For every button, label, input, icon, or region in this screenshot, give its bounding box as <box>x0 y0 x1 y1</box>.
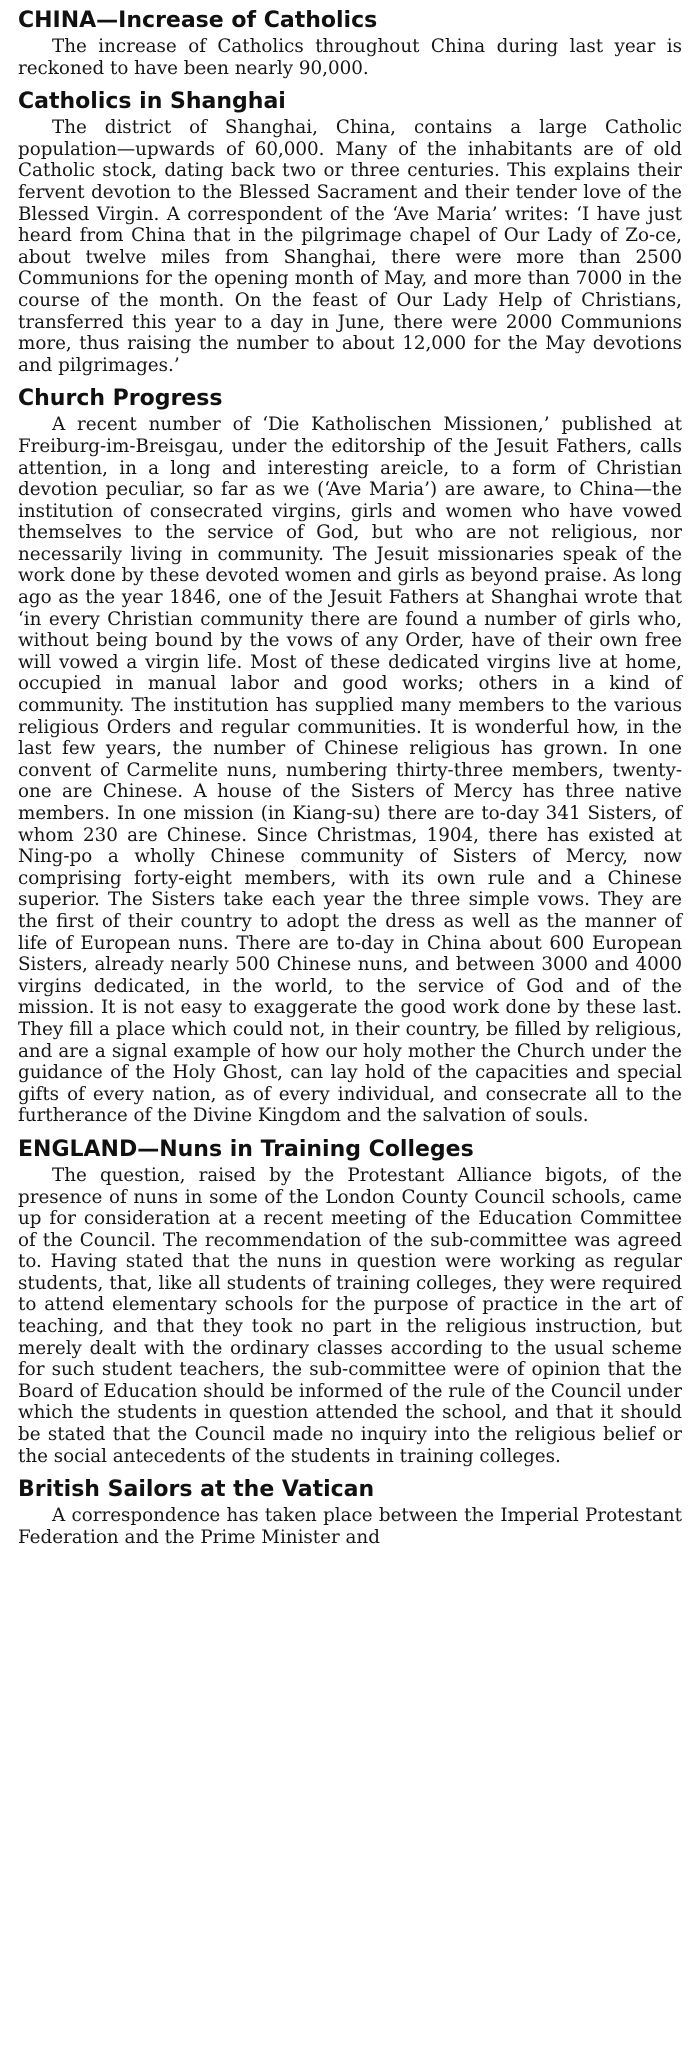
article-headline: Church Progress <box>18 386 223 412</box>
article-body: The increase of Catholics throughout China during last year is reckoned to have been nearly 90,000. <box>18 36 682 79</box>
article-headline: CHINA—Increase of Catholics <box>18 8 378 33</box>
article-headline: ENGLAND—Nuns in Training Colleges <box>18 1136 474 1162</box>
article-china-increase <box>18 6 682 79</box>
article-headline: Catholics in Shanghai <box>18 89 286 115</box>
article-body: A correspondence has taken place between the Imperial Protestant Federation and the Prime Minister and <box>18 1505 682 1548</box>
article-church-progress <box>18 384 682 1127</box>
article-catholics-shanghai <box>18 87 682 376</box>
article-body: The question, raised by the Protestant Alliance bigots, of the presence of nuns in some of the London County Council schools, came up for consideration at a recent meeting of the Education Committee of the Council. The recommendation of the sub-committee was agreed to. Having stated that the nuns in question were working as regular students, that, like all students of training colleges, they were required to attend elementary schools for the purpose of practice in the art of teaching, and that they took no part in the religious instruction, but merely dealt with the ordinary classes according to the usual scheme for such student teachers, the sub-committee were of opinion that the Board of Education should be informed of the rule of the Council under which the students in question attended the school, and that it should be stated that the Council made no inquiry into the religious belief or the social antecedents of the students in training colleges. <box>18 1164 682 1467</box>
article-headline: British Sailors at the Vatican <box>18 1477 375 1503</box>
article-body: The district of Shanghai, China, contains a large Catholic population—upwards of 60,000. Many of the inhabitants are of old Catholic stock, dating back two or three centuries. This explains their fervent devotion to the Blessed Sacrament and their tender love of the Blessed Virgin. A correspondent of the ‘Ave Maria’ writes: ‘I have just heard from China that in the pilgrimage chapel of Our Lady of Zo-ce, about twelve miles from Shanghai, there were more than 2500 Communions for the opening month of May, and more than 7000 in the course of the month. On the feast of Our Lady Help of Christians, transferred this year to a day in June, there were 2000 Communions more, thus raising the number to about 12,000 for the May devotions and pilgrimages.’ <box>18 117 682 376</box>
article-body: A recent number of ‘Die Katholischen Missionen,’ published at Freiburg-im-Breisgau, under the editorship of the Jesuit Fathers, calls attention, in a long and interesting areicle, to a form of Christian devotion peculiar, so far as we (‘Ave Maria’) are aware, to China—the institution of consecrated virgins, girls and women who have vowed themselves to the service of God, but who are not religious, nor necessarily living in community. The Jesuit missionaries speak of the work done by these devoted women and girls as beyond praise. As long ago as the year 1846, one of the Jesuit Fathers at Shanghai wrote that ‘in every Christian community there are found a number of girls who, without being bound by the vows of any Order, have of their own free will vowed a virgin life. Most of these dedicated virgins live at home, occupied in manual labor and good works; others in a kind of community. The institution has supplied many members to the various religious Orders and regular communities. It is wonderful how, in the last few years, the number of Chinese religious has grown. In one convent of Carmelite nuns, numbering thirty-three members, twenty-one are Chinese. A house of the Sisters of Mercy has three native members. In one mission (in Kiang-su) there are to-day 341 Sisters, of whom 230 are Chinese. Since Christmas, 1904, there has existed at Ning-po a wholly Chinese community of Sisters of Mercy, now comprising forty-eight members, with its own rule and a Chinese superior. The Sisters take each year the three simple vows. They are the first of their country to adopt the dress as well as the manner of life of European nuns. There are to-day in China about 600 European Sisters, already nearly 500 Chinese nuns, and between 3000 and 4000 virgins dedicated, in the world, to the service of God and of the mission. It is not easy to exaggerate the good work done by these last. They fill a place which could not, in their country, be filled by religious, and are a signal example of how our holy mother the Church under the guidance of the Holy Ghost, can lay hold of the capacities and special gifts of every nation, as of every individual, and consecrate all to the furtherance of the Divine Kingdom and the salvation of souls. <box>18 414 682 1127</box>
article-british-sailors <box>18 1475 682 1548</box>
article-england-nuns <box>18 1135 682 1467</box>
